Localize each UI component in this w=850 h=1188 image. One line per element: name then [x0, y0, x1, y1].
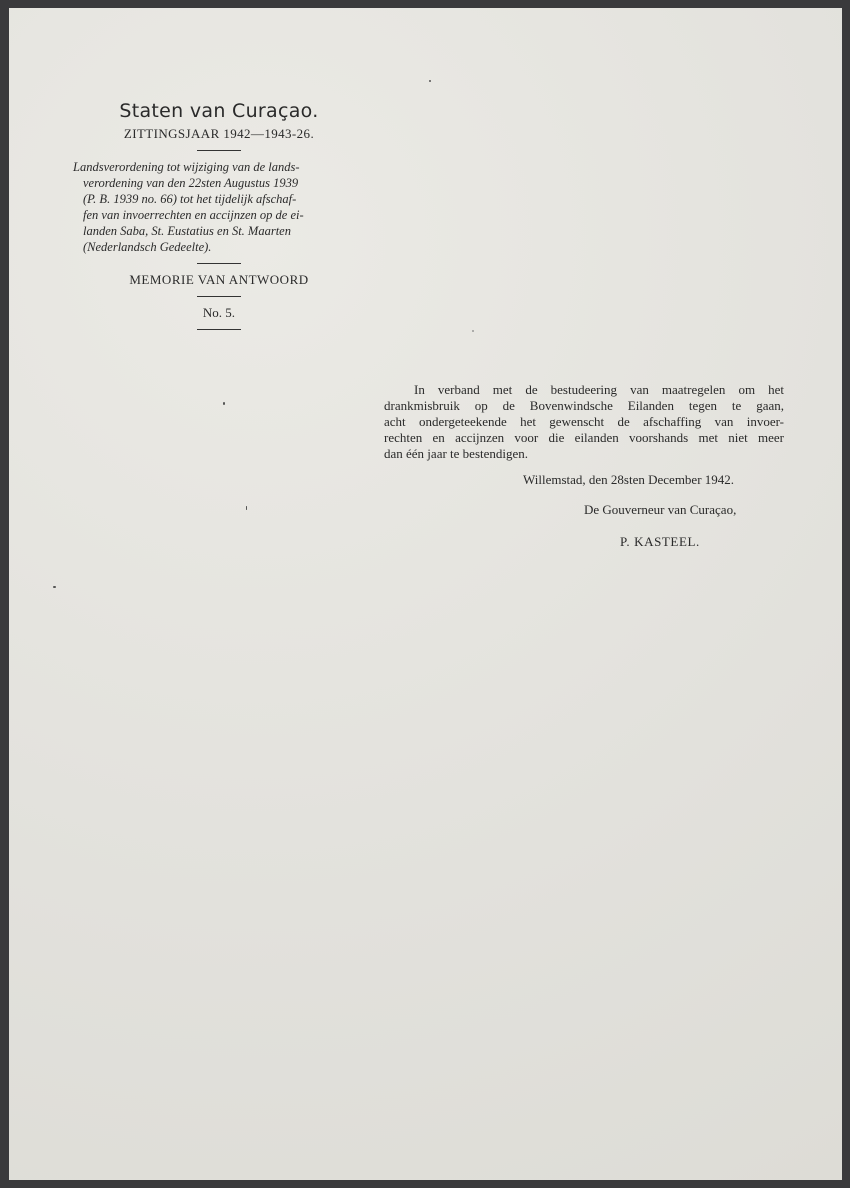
divider [197, 329, 241, 330]
body-line: dan één jaar te bestendigen. [384, 446, 529, 461]
subject-line: (P. B. 1939 no. 66) tot het tijdelijk afschaf- [83, 192, 297, 206]
subject-text [69, 159, 369, 255]
paper-speck [246, 506, 247, 510]
subject-line: Landsverordening tot wijziging van de lands- [73, 160, 300, 174]
document-number: No. 5. [202, 305, 236, 320]
body-line: In verband met de bestudeering van maatregelen om het [414, 382, 784, 397]
document-page [9, 8, 842, 1180]
paper-speck [53, 586, 56, 588]
subject-line: fen van invoerrechten en accijnzen op de ei- [83, 208, 304, 222]
page-title: Staten van Curaçao. [119, 100, 319, 122]
place-date: Willemstad, den 28sten December 1942. [523, 472, 735, 487]
session-year: ZITTINGSJAAR 1942—1943-26. [123, 126, 315, 141]
subject-line: (Nederlandsch Gedeelte). [83, 240, 212, 254]
body-line: acht ondergeteekende het gewenscht de afschaffing van invoer- [384, 414, 784, 429]
subject-line: verordening van den 22sten Augustus 1939 [83, 176, 299, 190]
body-line: rechten en accijnzen voor die eilanden voorshands met niet meer [384, 430, 784, 445]
subject-line: landen Saba, St. Eustatius en St. Maarten [83, 224, 291, 238]
divider [197, 263, 241, 264]
body-paragraph [384, 382, 784, 462]
divider [197, 150, 241, 151]
paper-speck [429, 80, 431, 82]
signatory-name: P. KASTEEL. [620, 534, 700, 549]
signatory-office: De Gouverneur van Curaçao, [584, 502, 737, 517]
paper-speck [223, 402, 225, 405]
divider [197, 296, 241, 297]
document-header [69, 100, 369, 338]
body-line: drankmisbruik op de Bovenwindsche Eilanden tegen te gaan, [384, 398, 784, 413]
memo-title: MEMORIE VAN ANTWOORD [129, 272, 309, 287]
paper-speck [472, 330, 474, 332]
